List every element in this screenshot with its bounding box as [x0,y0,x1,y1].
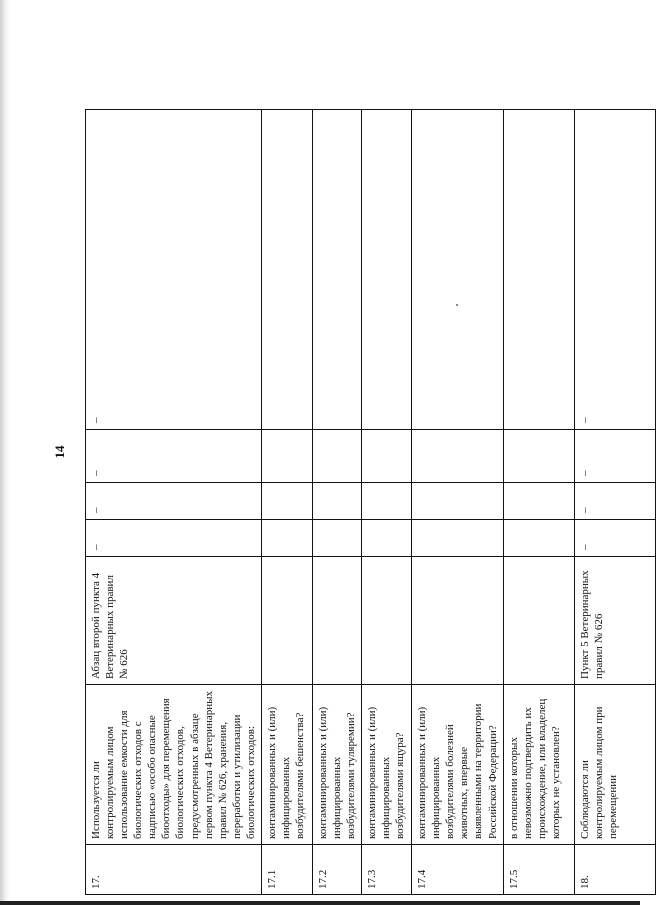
checklist-table-wrap [85,110,619,895]
answer-no-cell [412,483,503,520]
answer-na-cell: – [86,430,262,483]
row-number: 17. [86,845,262,895]
answer-no-cell [503,483,574,520]
answer-yes-cell [412,520,503,557]
answer-na-cell [312,430,361,483]
answer-yes-cell: – [86,520,262,557]
row-number: 17.4 [412,845,503,895]
table-row [261,110,312,895]
reference-cell: Абзац второй пункта 4 Ветеринарных правил № 626 [86,557,262,685]
table-row [412,110,503,895]
row-number: 17.1 [261,845,312,895]
rotated-page [85,110,619,895]
answer-yes-cell [312,520,361,557]
table-row [574,110,655,895]
row-number: 17.5 [503,845,574,895]
comment-cell: – [574,110,655,430]
reference-cell [412,557,503,685]
table-row [503,110,574,895]
comment-cell: – [86,110,262,430]
reference-cell [261,557,312,685]
reference-cell [312,557,361,685]
reference-cell [503,557,574,685]
question-cell: контаминированных и (или) инфицированных возбудителями бешенства? [261,685,312,845]
checklist-table [85,109,656,895]
answer-yes-cell [503,520,574,557]
scan-edge-bottom [0,901,640,905]
answer-no-cell [362,483,412,520]
question-cell: контаминированных и (или) инфицированных возбудителями ящура? [362,685,412,845]
answer-no-cell: – [86,483,262,520]
reference-cell: Пункт 5 Ветеринарных правил № 626 [574,557,655,685]
answer-na-cell [261,430,312,483]
scan-edge [0,0,10,905]
row-number: 17.3 [362,845,412,895]
answer-no-cell: – [574,483,655,520]
question-cell: контаминированных и (или) инфицированных возбудителями болезней животных, впервые выявленными на территории Российской Федерации? [412,685,503,845]
page-number-text: 14 [52,445,67,459]
answer-no-cell [312,483,361,520]
answer-yes-cell [261,520,312,557]
comment-cell [362,110,412,430]
question-cell: в отношении которых невозможно подтвердить их происхождение, или владелец которых не установлен? [503,685,574,845]
question-cell: Используется ли контролируемым лицом использование емкости для биологических отходов с надписью «особо опасные биоотходы» для перемещения биологических отходов, предусмотренных в абзаце первом пункта 4 Ветеринарных правил № 626, хранения, переработки и утилизации биологических отходов: [86,685,262,845]
question-cell: Соблюдаются ли контролируемым лицом при перемещении [574,685,655,845]
comment-cell [312,110,361,430]
table-row [86,110,262,895]
comment-cell [503,110,574,430]
answer-na-cell [362,430,412,483]
answer-no-cell [261,483,312,520]
answer-yes-cell: – [574,520,655,557]
question-cell: контаминированных и (или) инфицированных возбудителями туляремии? [312,685,361,845]
answer-yes-cell [362,520,412,557]
table-row [362,110,412,895]
row-number: 18. [574,845,655,895]
comment-cell [261,110,312,430]
table-row [312,110,361,895]
answer-na-cell [503,430,574,483]
reference-cell [362,557,412,685]
row-number: 17.2 [312,845,361,895]
answer-na-cell [412,430,503,483]
answer-na-cell: – [574,430,655,483]
comment-cell [412,110,503,430]
